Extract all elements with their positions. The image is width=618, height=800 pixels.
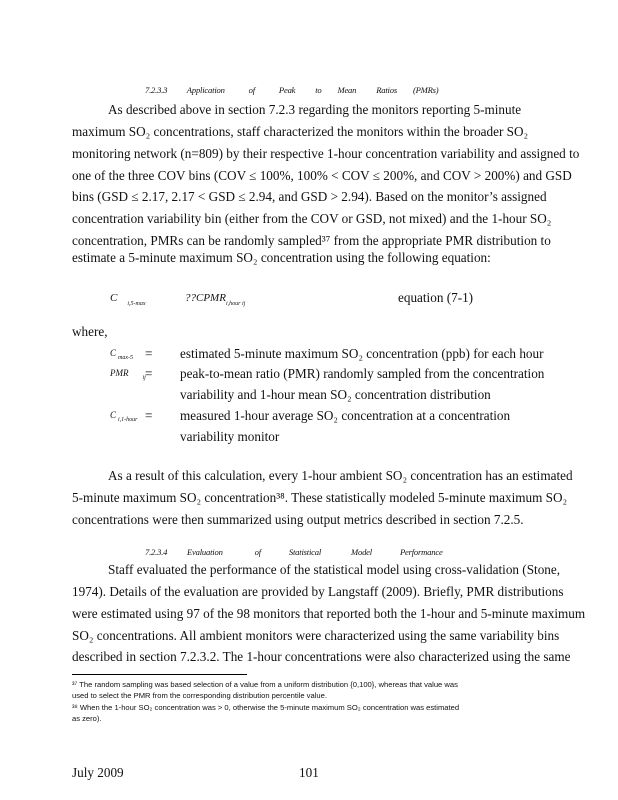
- definition-text: estimated 5-minute maximum SO₂ concentration (ppb) for each hour: [180, 346, 544, 361]
- text-line: estimate a 5-minute maximum SO₂ concentration using the following equation:: [72, 250, 491, 265]
- footnote-divider: [72, 674, 247, 675]
- footer-date: July 2009: [72, 765, 124, 780]
- text-line: described in section 7.2.3.2. The 1-hour concentrations were also characterized using the same: [72, 649, 571, 664]
- heading-word: Statistical: [288, 547, 322, 557]
- definition-text: variability monitor: [180, 429, 280, 444]
- definition-symbol: [110, 410, 138, 423]
- definition-symbol: [110, 348, 134, 361]
- text-line: concentrations were then summarized using output metrics described in section 7.2.5.: [72, 512, 524, 527]
- page-number: 101: [299, 765, 319, 780]
- definition-equals: =: [145, 346, 153, 361]
- equation-label: equation (7-1): [398, 290, 474, 305]
- symbol-text: PMR: [110, 368, 129, 378]
- heading-word: Mean: [337, 85, 357, 95]
- section-number: 7.2.3.4: [145, 547, 168, 557]
- text-line: maximum SO₂ concentrations, staff characterized the monitors within the broader SO₂: [72, 124, 529, 139]
- footnote-line: used to select the PMR from the corresponding distribution percentile value.: [72, 691, 327, 700]
- text-line: bins (GSD ≤ 2.17, 2.17 < GSD ≤ 2.94, and GSD > 2.94). Based on the monitor’s assigned: [72, 189, 547, 204]
- heading-word: (PMRs): [412, 85, 439, 95]
- symbol-subscript: ij: [142, 375, 146, 381]
- definition-text: measured 1-hour average SO₂ concentration at a concentration: [180, 408, 511, 423]
- symbol-text: C: [110, 348, 117, 358]
- heading-word: Performance: [399, 547, 443, 557]
- text-line: concentration, PMRs can be randomly sampled³⁷ from the appropriate PMR distribution to: [72, 233, 551, 248]
- equation-lhs-symbol: C: [110, 292, 118, 304]
- heading-word: Application: [186, 85, 225, 95]
- equation-rhs-subscript: i,hour ij: [225, 301, 246, 307]
- text-line: 1974). Details of the evaluation are provided by Langstaff (2009). Briefly, PMR distributions: [72, 584, 564, 599]
- footnote-line: ³⁸ When the 1-hour SO₂ concentration was > 0, otherwise the 5-minute maximum SO₂ concentration was estimated: [72, 703, 460, 712]
- text-line: Staff evaluated the performance of the statistical model using cross-validation (Stone,: [108, 562, 561, 577]
- heading-word: of: [248, 85, 255, 95]
- definition-symbol: [110, 368, 146, 381]
- equation-lhs: [110, 292, 146, 307]
- section-number: 7.2.3.3: [145, 85, 168, 95]
- text-line: concentration variability bin (either from the COV or GSD, not mixed) and the 1-hour SO₂: [72, 211, 552, 226]
- footnote-line: as zero).: [72, 714, 102, 723]
- definition-text: variability and 1-hour mean SO₂ concentration distribution: [180, 387, 491, 402]
- footnote-line: ³⁷ The random sampling was based selection of a value from a uniform distribution {0,100}, whereas that value was: [72, 680, 458, 689]
- text-line: As a result of this calculation, every 1-hour ambient SO₂ concentration has an estimated: [108, 468, 573, 483]
- definition-text: peak-to-mean ratio (PMR) randomly sampled from the concentration: [180, 366, 545, 381]
- equation-rhs: [185, 292, 246, 307]
- heading-word: of: [254, 547, 261, 557]
- definition-equals: =: [145, 408, 153, 423]
- symbol-subscript: i,1-hour: [118, 417, 138, 423]
- equation-rhs-expression: ??CPMR: [185, 292, 226, 304]
- equation-lhs-subscript: i,5-max: [127, 301, 146, 307]
- section-heading-7-2-3-3: [145, 85, 438, 95]
- where-label: where,: [72, 324, 108, 339]
- text-line: 5-minute maximum SO₂ concentration³⁸. These statistically modeled 5-minute maximum SO₂: [72, 490, 568, 505]
- text-line: SO₂ concentrations. All ambient monitors were characterized using the same variability bins: [72, 628, 560, 643]
- definition-equals: =: [145, 366, 153, 381]
- heading-word: Peak: [278, 85, 296, 95]
- text-line: monitoring network (n=809) by their respective 1-hour concentration variability and assigned to: [72, 146, 580, 161]
- heading-word: Ratios: [376, 85, 397, 95]
- text-line: were estimated using 97 of the 98 monitors that reported both the 1-hour and 5-minute maximum: [72, 606, 586, 621]
- heading-word: Evaluation: [186, 547, 223, 557]
- symbol-text: C: [110, 410, 117, 420]
- heading-word: to: [315, 85, 322, 95]
- heading-word: Model: [351, 547, 372, 557]
- section-heading-7-2-3-4: [145, 547, 443, 557]
- text-line: one of the three COV bins (COV ≤ 100%, 100% < COV ≤ 200%, and COV > 200%) and GSD: [72, 168, 572, 183]
- symbol-subscript: max-5: [118, 355, 134, 361]
- text-line: As described above in section 7.2.3 regarding the monitors reporting 5-minute: [108, 102, 522, 117]
